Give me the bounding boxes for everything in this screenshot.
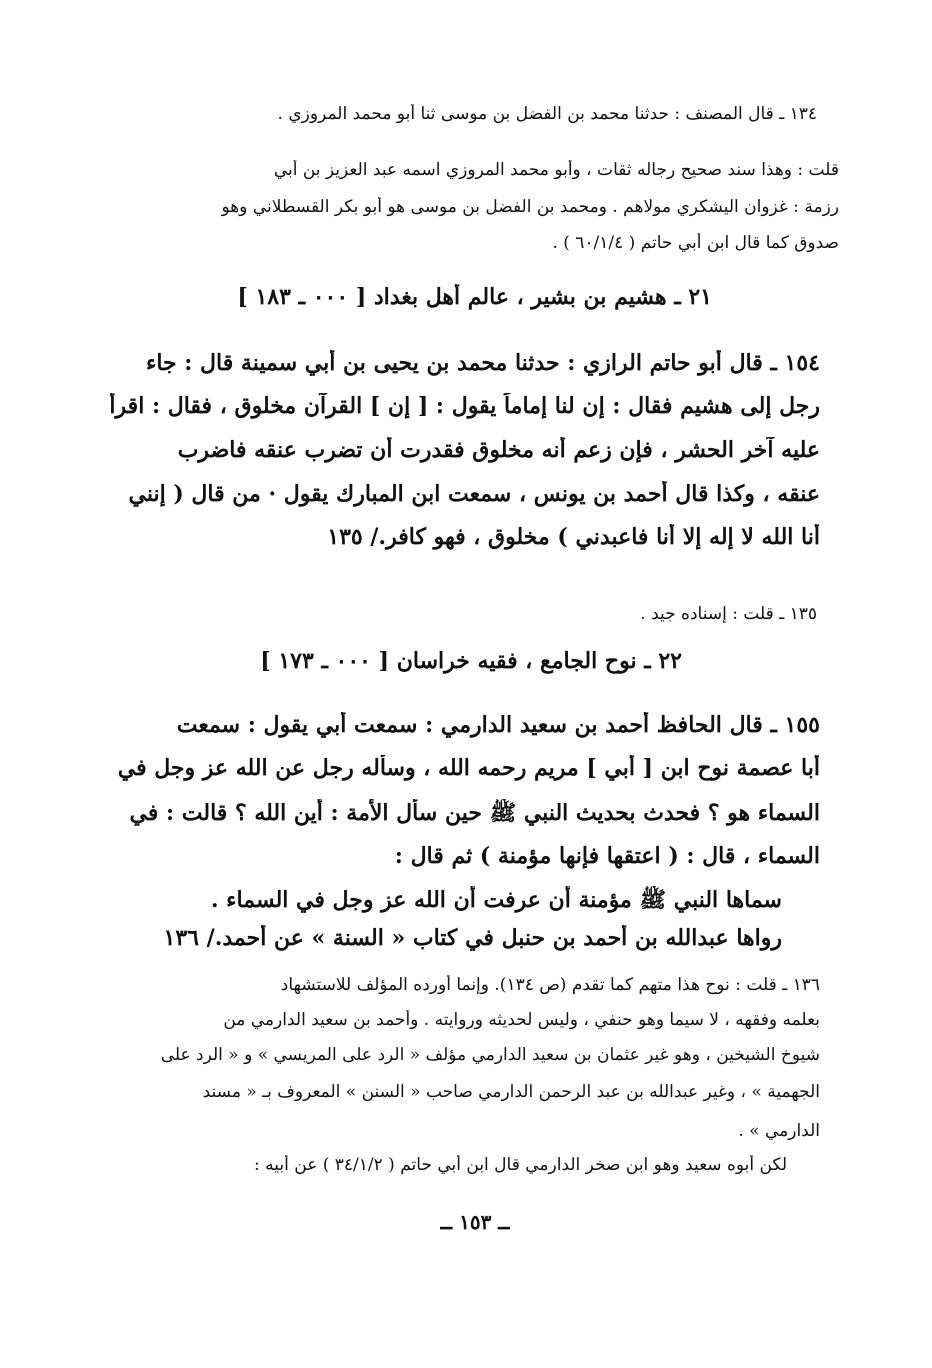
note-135: ١٣٥ ـ قلت : إسناده جيد . [640,604,817,624]
section-21-text-line-4: عنقه ، وكذا قال أحمد بن يونس ، سمعت ابن المبارك يقول · من قال ( إنني [128,481,820,507]
section-22-text-line-4: السماء ، قال : ( اعتقها فإنها مؤمنة ) ثم قال : [394,843,820,869]
note-136-line-5: الدارمي » . [738,1121,820,1141]
note-134-comment-line-3: صدوق كما قال ابن أبي حاتم ( ٦٠/١/٤ ) . [552,233,839,253]
section-22-text-line-6: رواها عبدالله بن أحمد بن حنبل في كتاب « السنة » عن أحمد./ ١٣٦ [163,925,782,951]
section-22-text-line-3: السماء هو ؟ فحدث بحديث النبي ﷺ حين سأل الأمة : أين الله ؟ قالت : في [129,800,820,826]
section-21-text-line-2: رجل إلى هشيم فقال : إن لنا إماماً يقول : [ إن ] القرآن مخلوق ، فقال : اقرأ [109,393,820,419]
section-21-text-line-5: أنا الله لا إله إلا أنا فاعبدني ) مخلوق ، فهو كافر./ ١٣٥ [327,524,820,550]
note-134-comment-line-1: قلت : وهذا سند صحيح رجاله ثقات ، وأبو محمد المروزي اسمه عبد العزيز بن أبي [273,160,839,180]
section-22-text-line-2: أبا عصمة نوح ابن [ أبي ] مريم رحمه الله ، وسأله رجل عن الله عز وجل في [117,755,820,781]
note-136-line-6: لكن أبوه سعيد وهو ابن صخر الدارمي قال ابن أبي حاتم ( ٣٤/١/٢ ) عن أبيه : [254,1155,787,1175]
section-22-heading: ٢٢ ـ نوح الجامع ، فقيه خراسان [ ٠٠٠ ـ ١٧٣ ] [260,648,682,674]
note-134-comment-line-2: رزمة : غزوان اليشكري مولاهم . ومحمد بن الفضل بن موسى هو أبو بكر القسطلاني وهو [221,197,839,217]
section-21-heading: ٢١ ـ هشيم بن بشير ، عالم أهل بغداد [ ٠٠٠ ـ ١٨٣ ] [237,284,712,310]
section-21-text-line-1: ١٥٤ ـ قال أبو حاتم الرازي : حدثنا محمد بن يحيى بن أبي سمينة قال : جاء [145,350,820,376]
page-number: ــ ١٥٣ ــ [440,1210,510,1234]
note-136-line-1: ١٣٦ ـ قلت : نوح هذا متهم كما تقدم (ص ١٣٤). وإنما أورده المؤلف للاستشهاد [280,975,820,995]
note-136-line-3: شيوخ الشيخين ، وهو غير عثمان بن سعيد الدارمي مؤلف « الرد على المريسي » و « الرد على [160,1045,820,1065]
note-136-line-4: الجهمية » ، وغير عبدالله بن عبد الرحمن الدارمي صاحب « السنن » المعروف بـ « مسند [202,1082,820,1102]
section-22-text-line-5: سماها النبي ﷺ مؤمنة أن عرفت أن الله عز وجل في السماء . [210,887,782,913]
section-22-text-line-1: ١٥٥ ـ قال الحافظ أحمد بن سعيد الدارمي : سمعت أبي يقول : سمعت [176,712,820,738]
section-21-text-line-3: عليه آخر الحشر ، فإن زعم أنه مخلوق فقدرت أن تضرب عنقه فاضرب [177,437,820,463]
note-134-head: ١٣٤ ـ قال المصنف : حدثنا محمد بن الفضل بن موسى ثنا أبو محمد المروزي . [277,104,817,124]
note-136-line-2: بعلمه وفقهه ، لا سيما وهو حنفي ، وليس لحديثه وروايته . وأحمد بن سعيد الدارمي من [223,1010,820,1030]
